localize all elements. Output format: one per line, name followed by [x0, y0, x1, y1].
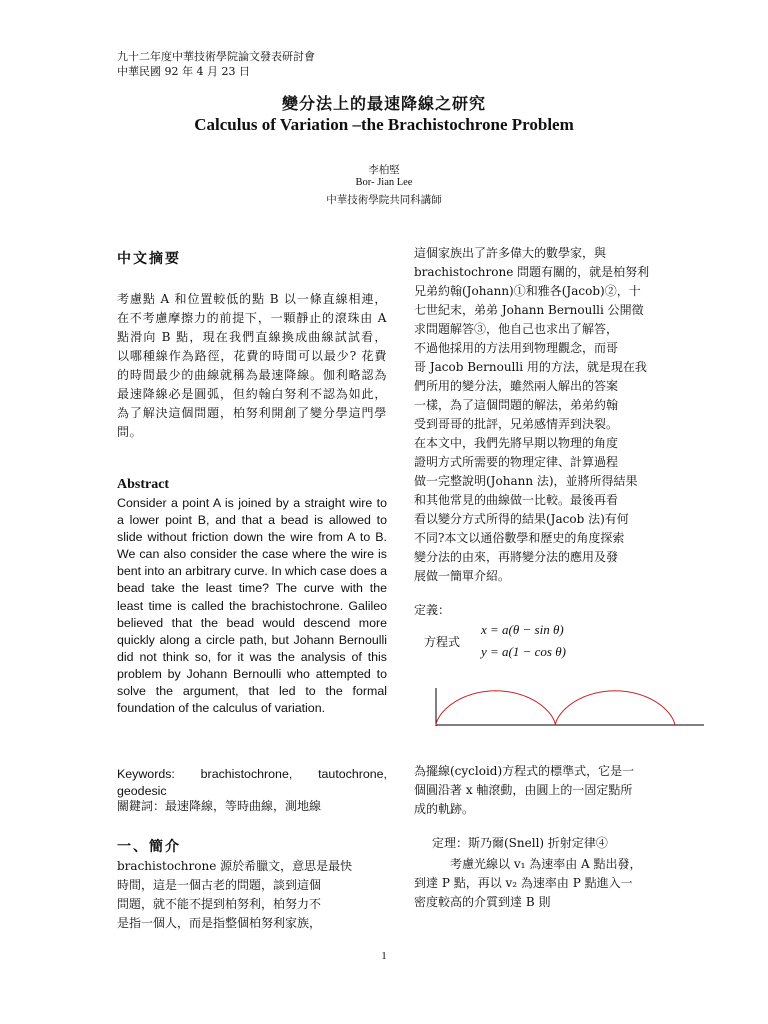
intro-cont-line: 兄弟約翰(Johann)①和雅各(Jacob)②，十: [414, 284, 641, 298]
intro-cont-line: brachistochrone 問題有關的，就是柏努利: [414, 265, 650, 279]
intro-text: [117, 857, 387, 933]
page-number: 1: [381, 950, 387, 962]
keywords-en: Keywords: brachistochrone, tautochrone, geodesic: [117, 767, 387, 799]
author-name-zh: 李柏堅: [368, 164, 400, 176]
intro-cont-line: 變分法的由來，再將變分法的應用及發: [414, 550, 619, 564]
intro-line: 問題，就不能不提到柏努利，柏努力不: [117, 897, 322, 911]
abstract-zh-text: 考慮點 A 和位置較低的點 B 以一條直線相連，在不考慮摩擦力的前提下，一顆靜止的滾珠由 A 點滑向 B 點，現在我們直線換成曲線試試看，以哪種線作為路徑，花費的時間可以最少? 花費的時間最少的曲線就稱為最速降線。伽利略認為最速降線必是圓弧，但約翰白努利不認為如此，為了解決這個問題，柏努利開創了變分學這門學問。: [117, 292, 387, 439]
cycloid-line: 個圓沿著 x 軸滾動，由圓上的一固定點所: [414, 783, 633, 797]
intro-cont-line: 看以變分方式所得的結果(Jacob 法)有何: [414, 512, 629, 526]
abstract-en-heading: Abstract: [117, 477, 170, 492]
page-title-zh: 變分法上的最速降線之研究: [281, 94, 486, 113]
intro-cont-line: 受到哥哥的批評，兄弟感情弄到決裂。: [414, 417, 619, 431]
conference-date: 中華民國 92 年 4 月 23 日: [117, 65, 250, 78]
theorem-text: [414, 855, 686, 912]
intro-line: 時間，這是一個古老的問題，談到這個: [117, 878, 322, 892]
theorem-heading: 定理：斯乃爾(Snell) 折射定律④: [432, 836, 608, 850]
intro-cont-line: 一樣，為了這個問題的解法，弟弟約翰: [414, 398, 619, 412]
intro-cont-line: 展做一簡單介紹。: [414, 569, 511, 583]
intro-cont-line: 哥 Jacob Bernoulli 用的方法，就是現在我: [414, 360, 647, 374]
intro-cont-line: 七世紀末，弟弟 Johann Bernoulli 公開徵: [414, 303, 644, 317]
theorem-line: 考慮光線以 v₁ 為速率由 A 點出發，: [450, 857, 642, 871]
intro-cont-line: 不同?本文以通俗數學和歷史的角度探索: [414, 531, 625, 545]
page-title-en: Calculus of Variation –the Brachistochrone Problem: [194, 115, 574, 134]
intro-cont-line: 求問題解答③，他自己也求出了解答，: [414, 322, 619, 336]
cycloid-description: [414, 762, 686, 819]
definition-label: 定義：: [414, 603, 451, 617]
intro-continued: [414, 244, 686, 586]
intro-line: 是指一個人，而是指整個柏努利家族，: [117, 916, 322, 930]
intro-cont-line: 做一完整說明(Johann 法)，並將所得結果: [414, 474, 638, 488]
intro-heading: 一、簡介: [117, 839, 181, 855]
abstract-zh-heading: 中文摘要: [117, 251, 181, 267]
intro-cont-line: 證明方式所需要的物理定律、計算過程: [414, 455, 619, 469]
equation-y: y = a(1 − cos θ): [481, 644, 566, 659]
cycloid-line: 為擺線(cycloid)方程式的標準式，它是一: [414, 764, 635, 778]
equation-x: x = a(θ − sin θ): [481, 622, 564, 637]
intro-cont-line: 們所用的變分法，雖然兩人解出的答案: [414, 379, 619, 393]
intro-cont-line: 不過他採用的方法用到物理觀念，而哥: [414, 341, 619, 355]
intro-line: brachistochrone 源於希臘文，意思是最快: [117, 859, 353, 873]
intro-cont-line: 在本文中，我們先將早期以物理的角度: [414, 436, 619, 450]
cycloid-line: 成的軌跡。: [414, 802, 475, 816]
theorem-line: 密度較高的介質到達 B 則: [414, 895, 551, 909]
cycloid-figure: [422, 670, 704, 750]
conference-header: 九十二年度中華技術學院論文發表研討會: [117, 50, 315, 63]
intro-cont-line: 這個家族出了許多偉大的數學家，與: [414, 246, 607, 260]
author-affiliation: 中華技術學院共同科講師: [326, 194, 442, 206]
cycloid-curve: [436, 691, 675, 725]
intro-cont-line: 和其他常見的曲線做一比較。最後再看: [414, 493, 619, 507]
abstract-en-text: Consider a point A is joined by a straight wire to a lower point B, and that a bead is allowed to slide without friction down the wire from A to B. We can also consider the case where the wire is bent into an arbitrary curve. In which case does a bead take the least time? The curve with the least time is called the brachistochrone. Galileo believed that the bead would descend more quickly along a circle path, but Johann Bernoulli did not think so, for it was the analysis of this problem by Johann Bernoulli who attempted to solve the argument, that led to the formal foundation of the calculus of variation.: [117, 496, 387, 716]
keywords-zh: 關鍵詞：最速降線，等時曲線，測地線: [117, 799, 322, 813]
author-name-en: Bor- Jian Lee: [355, 177, 413, 188]
theorem-line: 到達 P 點，再以 v₂ 為速率由 P 點進入一: [414, 876, 633, 890]
equation-label: 方程式: [424, 635, 461, 649]
